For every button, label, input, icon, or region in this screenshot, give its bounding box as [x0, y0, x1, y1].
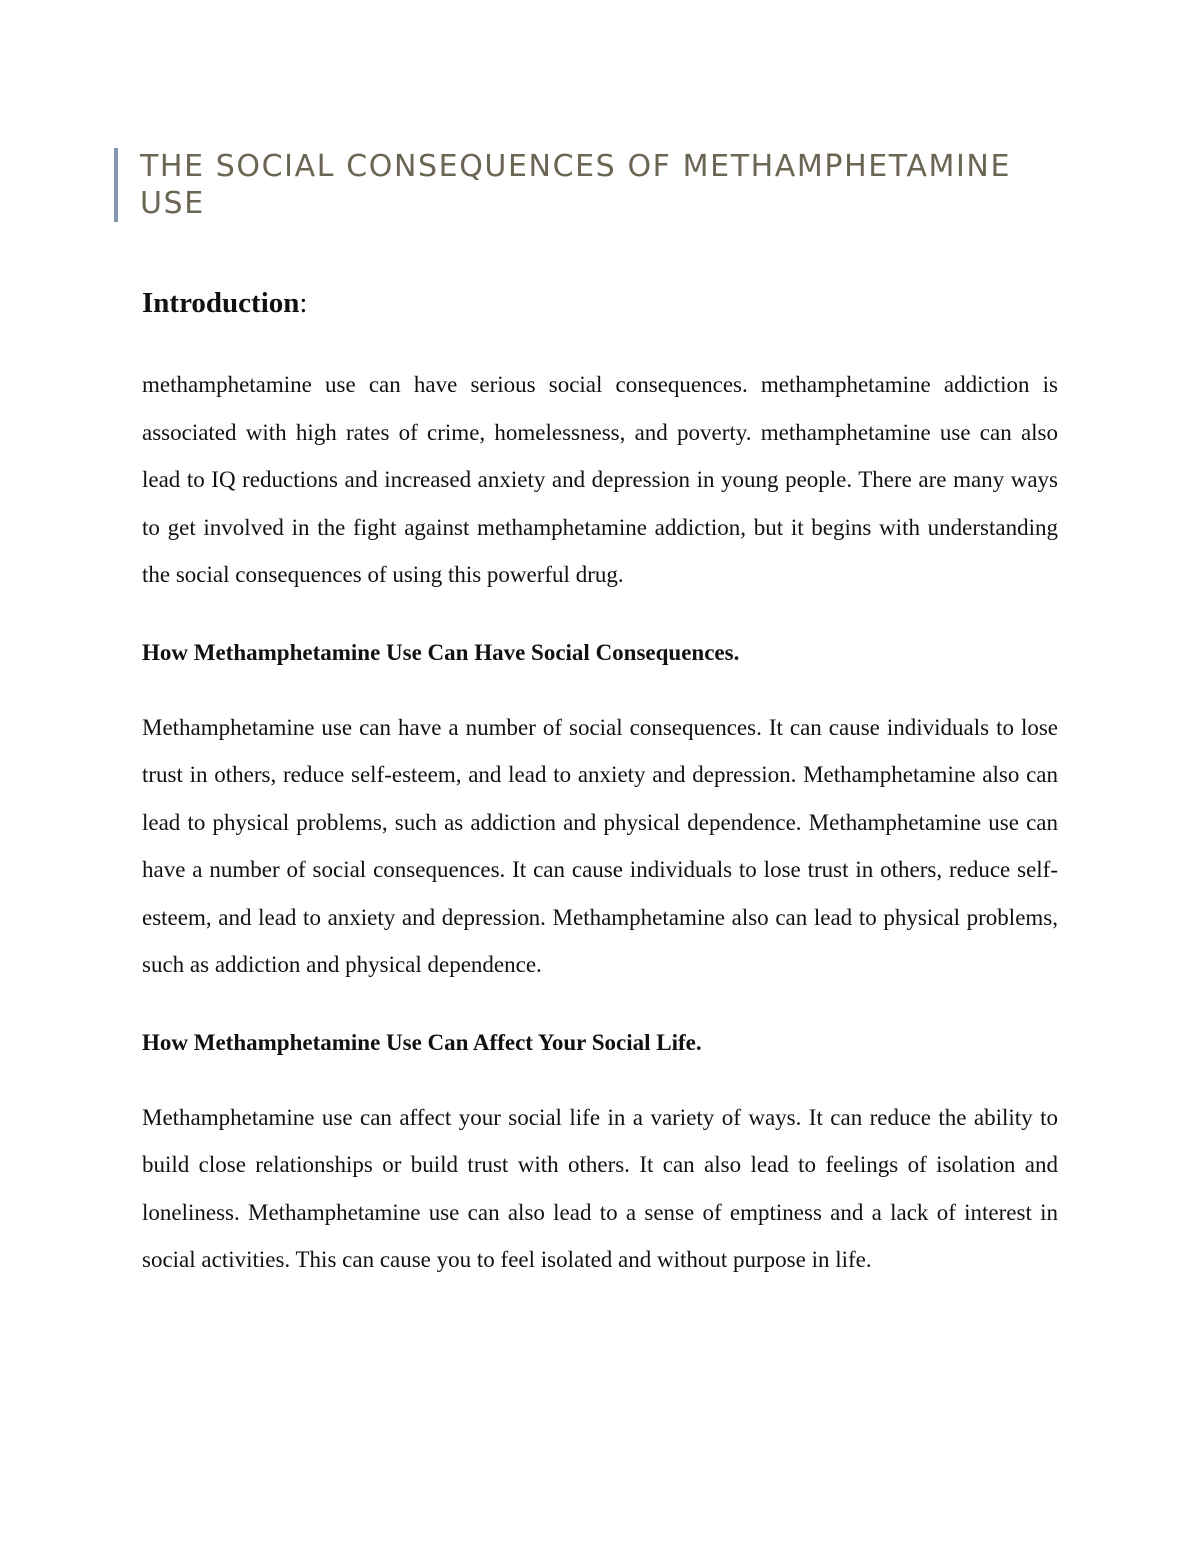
- intro-heading-colon: :: [299, 287, 308, 319]
- section-paragraph-social-consequences: Methamphetamine use can have a number of social consequences. It can cause individuals to lose trust in others, reduce self-esteem, and lead to anxiety and depression. Methamphetamine also can lead to physical problems, such as addiction and physical dependence. Methamphetamine use can have a number of social consequences. It can cause individuals to lose trust in others, reduce self-esteem, and lead to anxiety and depression. Methamphetamine also can lead to physical problems, such as addiction and physical dependence.: [142, 714, 1058, 977]
- intro-paragraph: methamphetamine use can have serious social consequences. methamphetamine addiction is associated with high rates of crime, homelessness, and poverty. methamphetamine use can also lead to IQ reductions and increased anxiety and depression in young people. There are many ways to get involved in the fight against methamphetamine addiction, but it begins with understanding the social consequences of using this powerful drug.: [142, 372, 1058, 587]
- section-heading-social-consequences: How Methamphetamine Use Can Have Social Consequences.: [142, 639, 740, 665]
- intro-heading: [142, 280, 1058, 326]
- document-body: [142, 280, 1058, 1284]
- intro-heading-text: Introduction: [142, 287, 300, 319]
- section-paragraph-social-life: Methamphetamine use can affect your social life in a variety of ways. It can reduce the ability to build close relationships or build trust with others. It can also lead to feelings of isolation and loneliness. Methamphetamine use can also lead to a sense of emptiness and a lack of interest in social activities. This can cause you to feel isolated and without purpose in life.: [142, 1104, 1058, 1272]
- document-title: THE SOCIAL CONSEQUENCES OF METHAMPHETAMINE USE: [140, 149, 1012, 221]
- section-heading-social-life: How Methamphetamine Use Can Affect Your Social Life.: [142, 1029, 702, 1055]
- title-block: [114, 148, 1074, 222]
